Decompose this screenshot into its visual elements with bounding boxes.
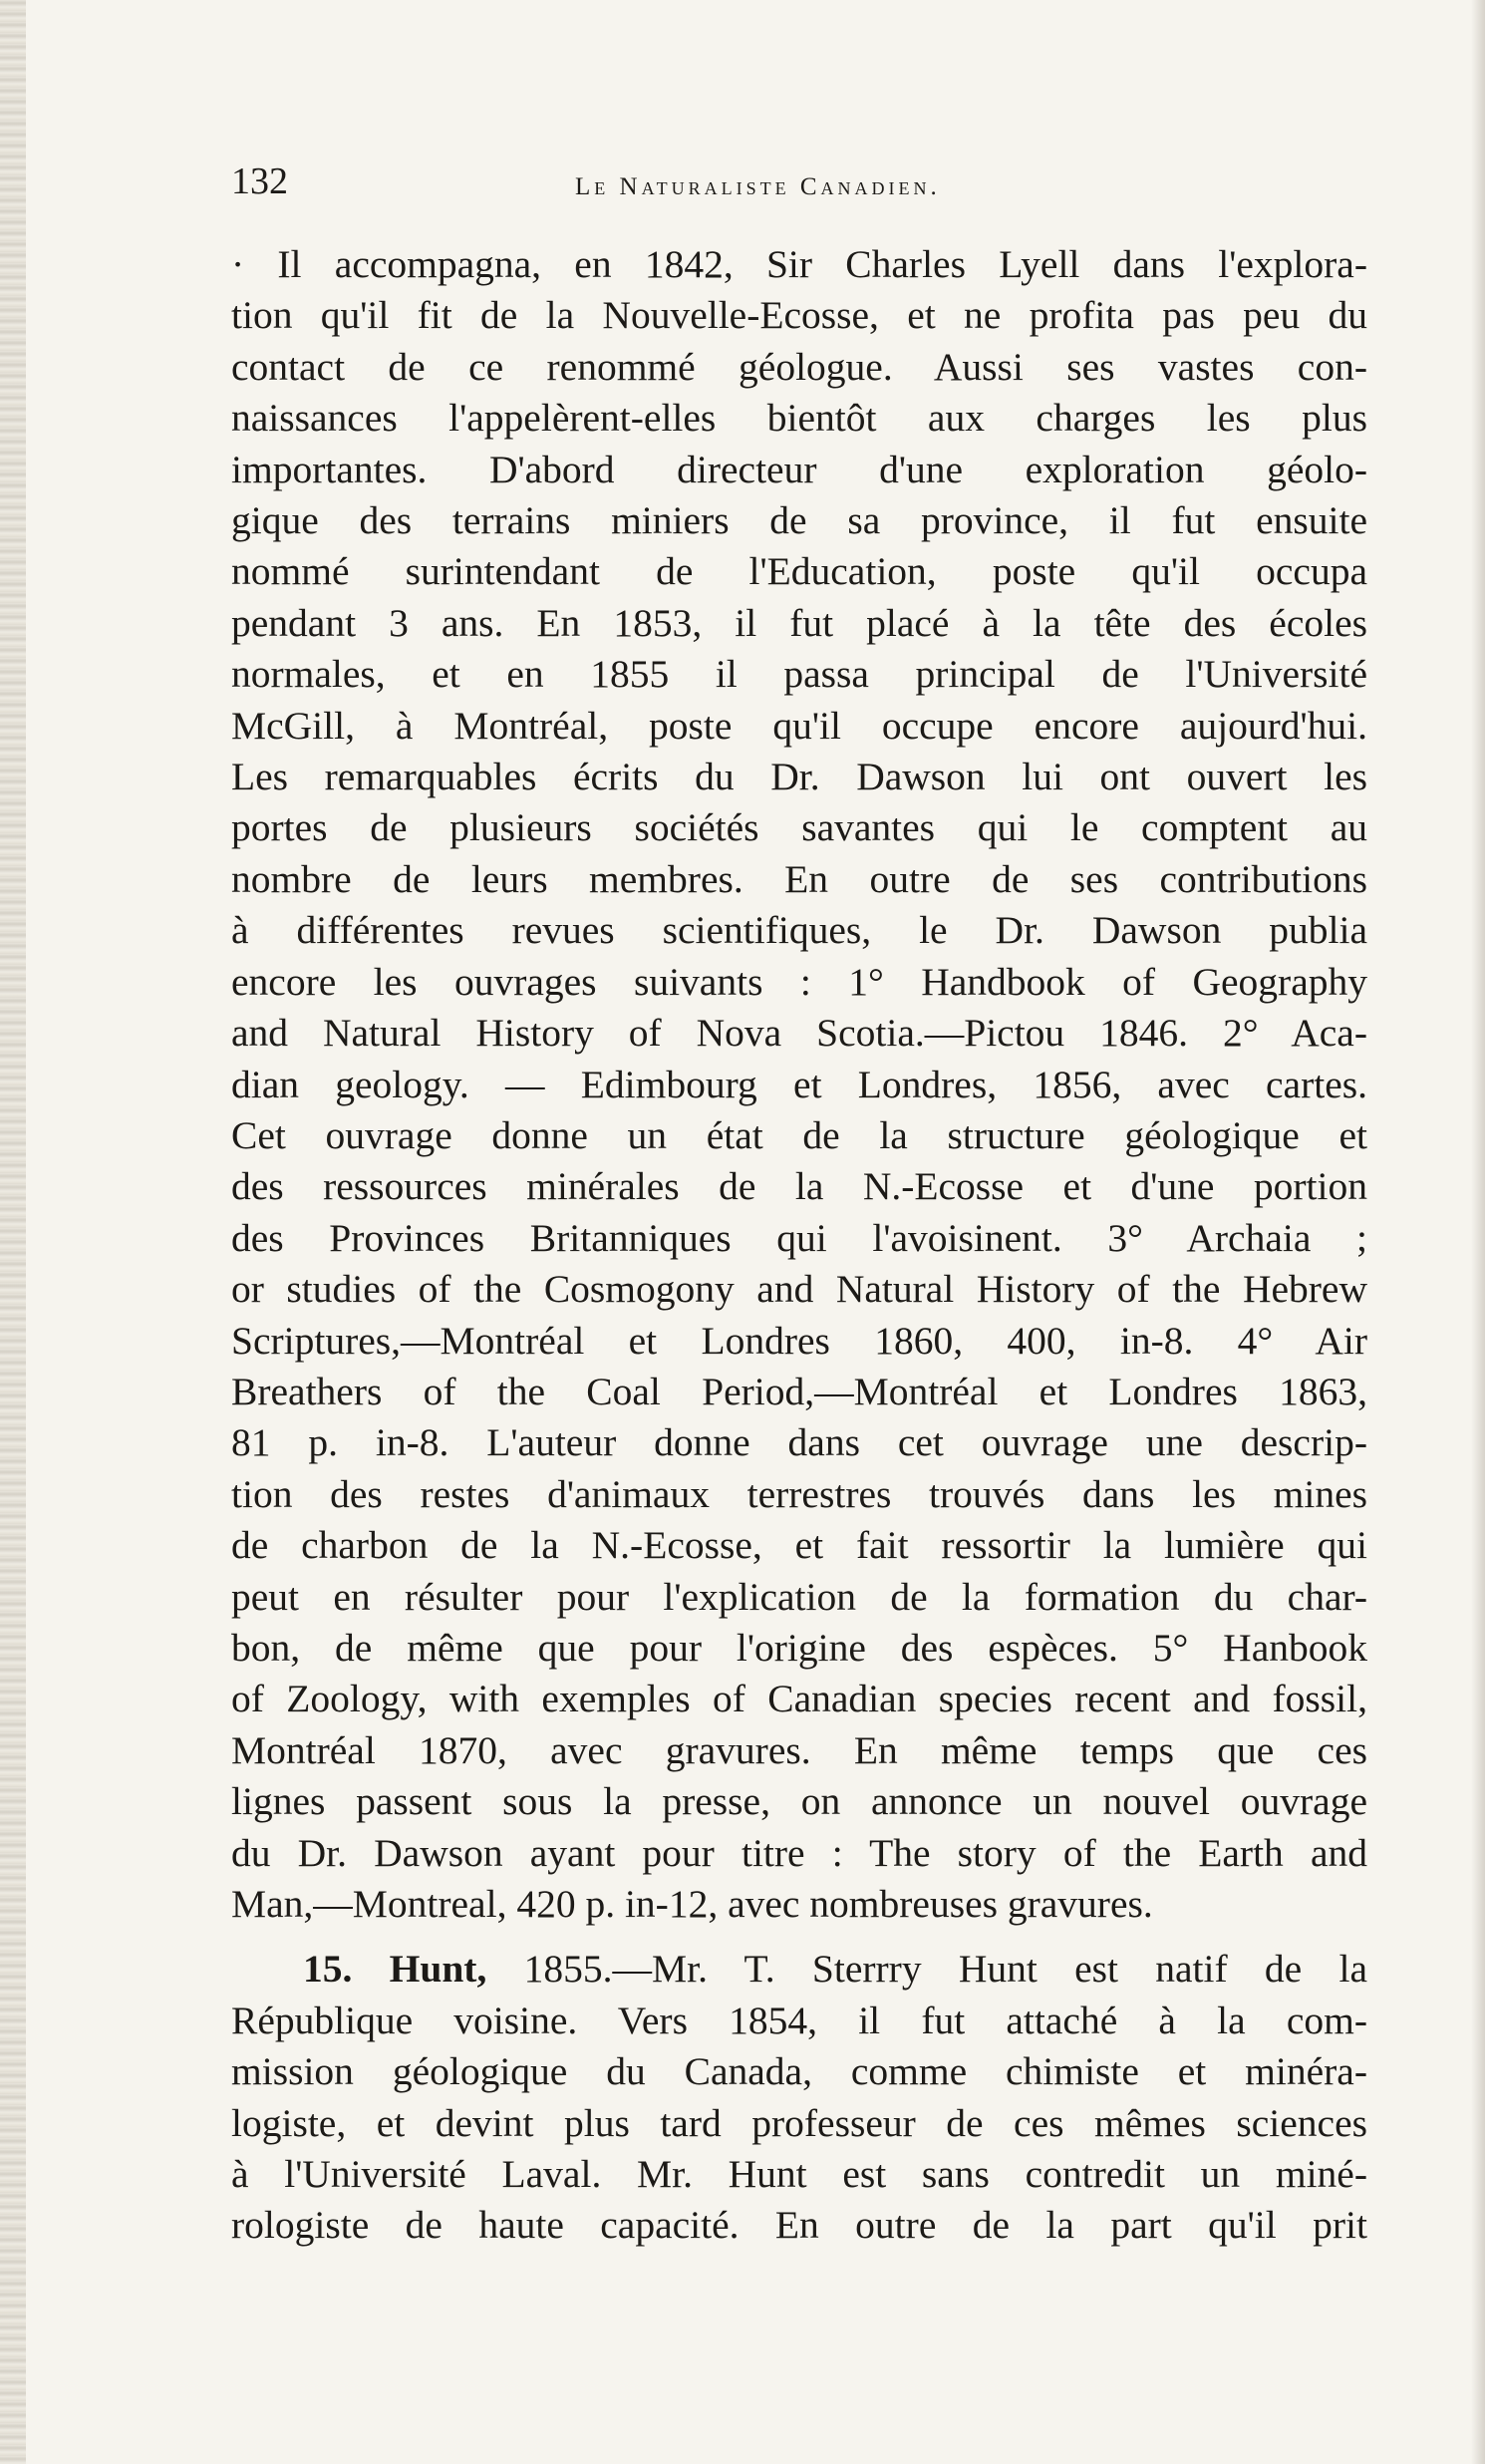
text-line: of Zoology, with exemples of Canadian species recent and fossil, bbox=[231, 1677, 1367, 1721]
text-line: and Natural History of Nova Scotia.—Pictou 1846. 2° Aca- bbox=[231, 1011, 1367, 1056]
text-line: tion des restes d'animaux terrestres trouvés dans les mines bbox=[231, 1471, 1367, 1516]
paragraph-hunt bbox=[231, 1944, 1367, 2251]
text-line: mission géologique du Canada, comme chimiste et minéra- bbox=[231, 2049, 1367, 2094]
text-line: du Dr. Dawson ayant pour titre : The story of the Earth and bbox=[231, 1830, 1367, 1875]
text-line: contact de ce renommé géologue. Aussi ses vastes con- bbox=[231, 344, 1367, 389]
text-line: normales, et en 1855 il passa principal de l'Université bbox=[231, 652, 1367, 697]
text-line: McGill, à Montréal, poste qu'il occupe encore aujourd'hui. bbox=[231, 703, 1367, 748]
text-line: peut en résulter pour l'explication de la formation du char- bbox=[231, 1574, 1367, 1619]
paragraph-dawson bbox=[231, 239, 1367, 1930]
text-line: Scriptures,—Montréal et Londres 1860, 400, in-8. 4° Air bbox=[231, 1318, 1367, 1363]
running-title: Le Naturaliste Canadien. bbox=[575, 173, 941, 200]
text-line: · Il accompagna, en 1842, Sir Charles Lyell dans l'explora- bbox=[231, 242, 1367, 286]
text-line: logiste, et devint plus tard professeur de ces mêmes sciences bbox=[231, 2100, 1367, 2145]
text-line: nombre de leurs membres. En outre de ses contributions bbox=[231, 856, 1367, 901]
text-line: importantes. D'abord directeur d'une exploration géolo- bbox=[231, 447, 1367, 491]
page-header bbox=[231, 159, 1048, 209]
text-line: Cet ouvrage donne un état de la structure géologique et bbox=[231, 1112, 1367, 1157]
text-line: Breathers of the Coal Period,—Montréal et Londres 1863, bbox=[231, 1369, 1367, 1413]
text-line: naissances l'appelèrent-elles bientôt aux charges les plus bbox=[231, 396, 1367, 441]
text-line: lignes passent sous la presse, on annonce un nouvel ouvrage bbox=[231, 1779, 1367, 1824]
text-line: Man,—Montreal, 420 p. in-12, avec nombreuses gravures. bbox=[231, 1882, 1153, 1926]
page-number: 132 bbox=[231, 160, 288, 202]
scan-right-edge bbox=[1471, 0, 1485, 2464]
text-line: or studies of the Cosmogony and Natural History of the Hebrew bbox=[231, 1267, 1367, 1312]
text-line bbox=[231, 1944, 1367, 1995]
text-line: Montréal 1870, avec gravures. En même temps que ces bbox=[231, 1727, 1367, 1772]
text-line: à l'Université Laval. Mr. Hunt est sans contredit un miné- bbox=[231, 2152, 1367, 2197]
entry-heading: 15. Hunt, bbox=[303, 1947, 487, 1992]
text-line: République voisine. Vers 1854, il fut attaché à la com- bbox=[231, 1998, 1367, 2042]
text-line: rologiste de haute capacité. En outre de la part qu'il prit bbox=[231, 2203, 1367, 2248]
text-line: gique des terrains miniers de sa province, il fut ensuite bbox=[231, 498, 1367, 543]
text-line: à différentes revues scientifiques, le Dr. Dawson publia bbox=[231, 908, 1367, 953]
entry-text: 1855.—Mr. T. Sterrry Hunt est natif de la bbox=[523, 1947, 1367, 1992]
text-line: encore les ouvrages suivants : 1° Handbook of Geography bbox=[231, 959, 1367, 1004]
text-line: des Provinces Britanniques qui l'avoisinent. 3° Archaia ; bbox=[231, 1215, 1367, 1260]
text-line: bon, de même que pour l'origine des espèces. 5° Hanbook bbox=[231, 1625, 1367, 1670]
text-line: tion qu'il fit de la Nouvelle-Ecosse, et ne profita pas peu du bbox=[231, 293, 1367, 338]
text-line: portes de plusieurs sociétés savantes qui le comptent au bbox=[231, 805, 1367, 850]
text-line: nommé surintendant de l'Education, poste qu'il occupa bbox=[231, 549, 1367, 594]
paragraph-gap bbox=[231, 1930, 1367, 1944]
text-line: 81 p. in-8. L'auteur donne dans cet ouvrage une descrip- bbox=[231, 1420, 1367, 1465]
text-line: dian geology. — Edimbourg et Londres, 1856, avec cartes. bbox=[231, 1062, 1367, 1106]
text-line: de charbon de la N.-Ecosse, et fait ressortir la lumière qui bbox=[231, 1523, 1367, 1568]
text-line: Les remarquables écrits du Dr. Dawson lui ont ouvert les bbox=[231, 755, 1367, 799]
scan-left-edge bbox=[0, 0, 26, 2464]
body-text bbox=[231, 239, 1367, 2252]
text-line: des ressources minérales de la N.-Ecosse et d'une portion bbox=[231, 1164, 1367, 1209]
text-line: pendant 3 ans. En 1853, il fut placé à la tête des écoles bbox=[231, 600, 1367, 645]
